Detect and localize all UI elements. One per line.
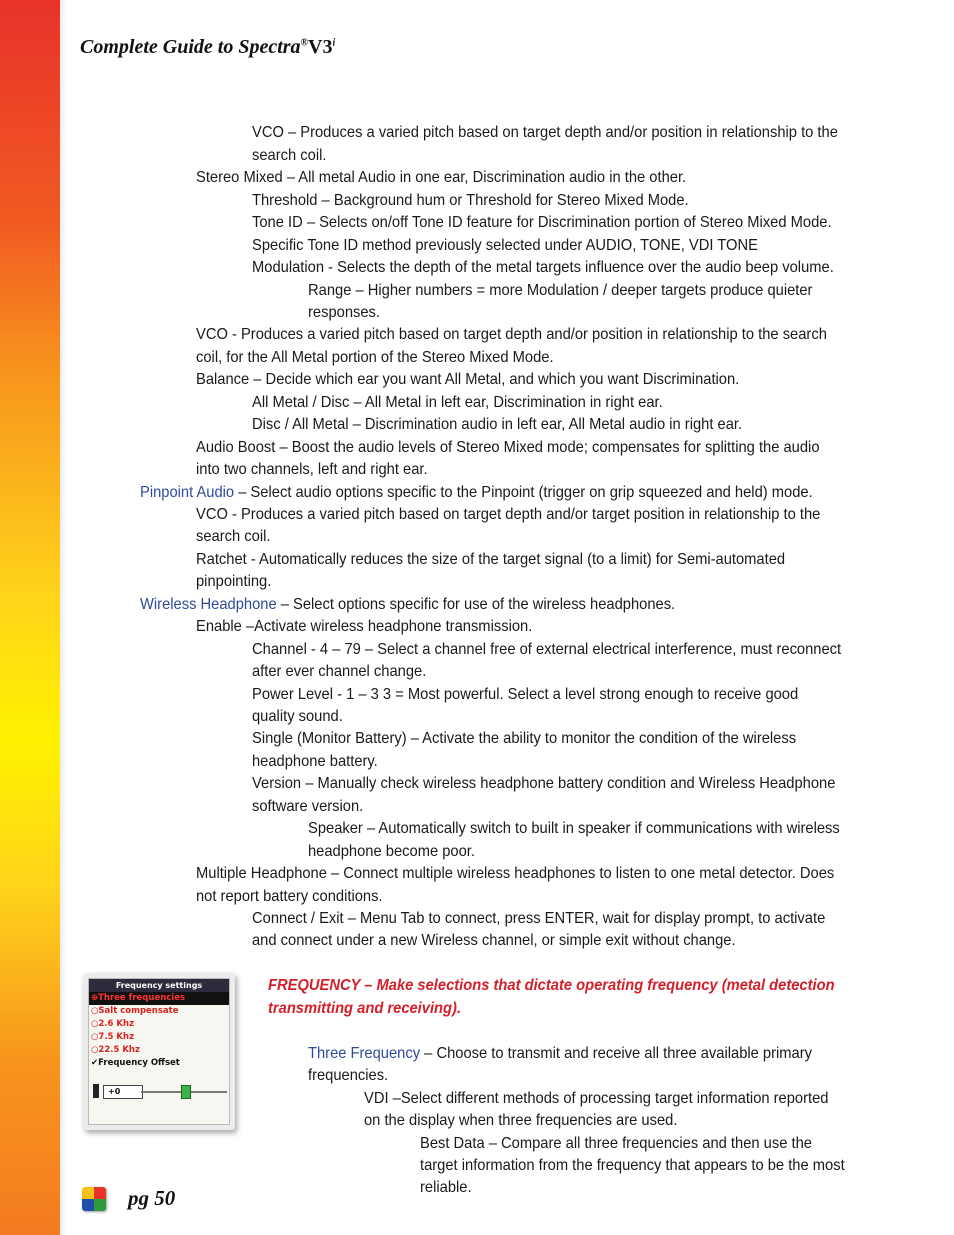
screen-title: Frequency settings [89, 979, 229, 992]
header-version-text: V3 [308, 36, 333, 58]
body-line: coil, for the All Metal portion of the Stereo Mixed Mode. [196, 349, 554, 366]
slider-thumb [181, 1085, 191, 1099]
body-line: Modulation - Selects the depth of the metal targets influence over the audio beep volume. [252, 259, 834, 276]
frequency-heading-cont: transmitting and receiving). [268, 1000, 462, 1017]
body-line: Best Data – Compare all three frequencies and then use the [420, 1135, 812, 1152]
menu-item-three-frequencies: ⊕Three frequencies [89, 992, 229, 1005]
brand-logo-icon [82, 1187, 106, 1211]
body-line: software version. [252, 798, 364, 815]
body-line: Audio Boost – Boost the audio levels of Stereo Mixed mode; compensates for splitting the audio [196, 439, 820, 456]
menu-item-salt-compensate: ○Salt compensate [91, 1006, 179, 1016]
wireless-headphone-link[interactable]: Wireless Headphone [140, 596, 277, 613]
header-reg-mark: ® [300, 37, 309, 49]
body-line: Range – Higher numbers = more Modulation / deeper targets produce quieter [308, 282, 813, 299]
body-line: Threshold – Background hum or Threshold for Stereo Mixed Mode. [252, 192, 689, 209]
menu-item-frequency-offset: ✔Frequency Offset [91, 1058, 180, 1068]
body-line: headphone battery. [252, 753, 378, 770]
body-line: VCO – Produces a varied pitch based on target depth and/or position in relationship to the [252, 124, 838, 141]
body-line: frequencies. [308, 1067, 389, 1084]
body-line-rest: – Choose to transmit and receive all three available primary [420, 1045, 813, 1062]
body-line: headphone become poor. [308, 843, 475, 860]
body-line: search coil. [252, 147, 327, 164]
offset-slider [93, 1083, 225, 1101]
body-line: Speaker – Automatically switch to built in speaker if communications with wireless [308, 820, 840, 837]
frequency-heading: FREQUENCY – Make selections that dictate operating frequency (metal detection [268, 977, 835, 994]
body-line: Stereo Mixed – All metal Audio in one ear, Discrimination audio in the other. [196, 169, 687, 186]
body-line: Enable –Activate wireless headphone transmission. [196, 618, 533, 635]
body-line: Tone ID – Selects on/off Tone ID feature for Discrimination portion of Stereo Mixed Mode. [252, 214, 832, 231]
offset-value: +0 [103, 1085, 143, 1099]
page-header [80, 36, 335, 59]
device-display [88, 978, 230, 1125]
body-line: Multiple Headphone – Connect multiple wireless headphones to listen to one metal detector. Does [196, 865, 835, 882]
color-sidebar [0, 0, 60, 1235]
body-line: Channel - 4 – 79 – Select a channel free of external electrical interference, must reconnect [252, 641, 842, 658]
body-line: and connect under a new Wireless channel, or simple exit without change. [252, 932, 736, 949]
body-line: quality sound. [252, 708, 343, 725]
sidebar-shadow [60, 0, 66, 1235]
body-line [308, 1043, 812, 1065]
body-line: Balance – Decide which ear you want All Metal, and which you want Discrimination. [196, 371, 740, 388]
body-line: target information from the frequency that appears to be the most [420, 1157, 845, 1174]
body-line: on the display when three frequencies are used. [364, 1112, 678, 1129]
body-line: reliable. [420, 1179, 472, 1196]
body-line: Disc / All Metal – Discrimination audio in left ear, All Metal audio in right ear. [252, 416, 743, 433]
slider-bracket-icon [93, 1084, 99, 1098]
body-line: Power Level - 1 – 3 3 = Most powerful. Select a level strong enough to receive good [252, 686, 799, 703]
body-line: responses. [308, 304, 381, 321]
body-line: Single (Monitor Battery) – Activate the ability to monitor the condition of the wireless [252, 730, 797, 747]
body-line: after ever channel change. [252, 663, 427, 680]
body-line-rest: – Select audio options specific to the Pinpoint (trigger on grip squeezed and held) mode. [234, 484, 813, 501]
three-frequency-link[interactable]: Three Frequency [308, 1045, 421, 1062]
body-line: VCO - Produces a varied pitch based on target depth and/or position in relationship to the search [196, 326, 827, 343]
body-line: Specific Tone ID method previously selected under AUDIO, TONE, VDI TONE [252, 237, 758, 254]
body-line: not report battery conditions. [196, 888, 383, 905]
header-version-sup: i [332, 37, 336, 49]
body-line: search coil. [196, 528, 271, 545]
page-number: pg 50 [128, 1186, 176, 1210]
body-line [140, 482, 813, 504]
body-line-rest: – Select options specific for use of the wireless headphones. [276, 596, 676, 613]
body-line: VDI –Select different methods of processing target information reported [364, 1090, 829, 1107]
body-line [140, 594, 675, 616]
frequency-settings-screenshot [83, 973, 235, 1130]
menu-item-7-5-khz: ○7.5 Khz [91, 1032, 135, 1042]
body-line: VCO - Produces a varied pitch based on target depth and/or target position in relationship to the [196, 506, 821, 523]
body-line: Version – Manually check wireless headphone battery condition and Wireless Headphone [252, 775, 836, 792]
pinpoint-audio-link[interactable]: Pinpoint Audio [140, 484, 235, 501]
header-version [308, 36, 335, 58]
body-line: pinpointing. [196, 573, 272, 590]
body-line: Connect / Exit – Menu Tab to connect, press ENTER, wait for display prompt, to activate [252, 910, 826, 927]
header-title: Complete Guide to Spectra [80, 36, 301, 58]
menu-item-2-6-khz: ○2.6 Khz [91, 1019, 135, 1029]
body-line: into two channels, left and right ear. [196, 461, 428, 478]
body-line: Ratchet - Automatically reduces the size of the target signal (to a limit) for Semi-automated [196, 551, 786, 568]
menu-item-22-5-khz: ○22.5 Khz [91, 1045, 140, 1055]
body-line: All Metal / Disc – All Metal in left ear, Discrimination in right ear. [252, 394, 663, 411]
